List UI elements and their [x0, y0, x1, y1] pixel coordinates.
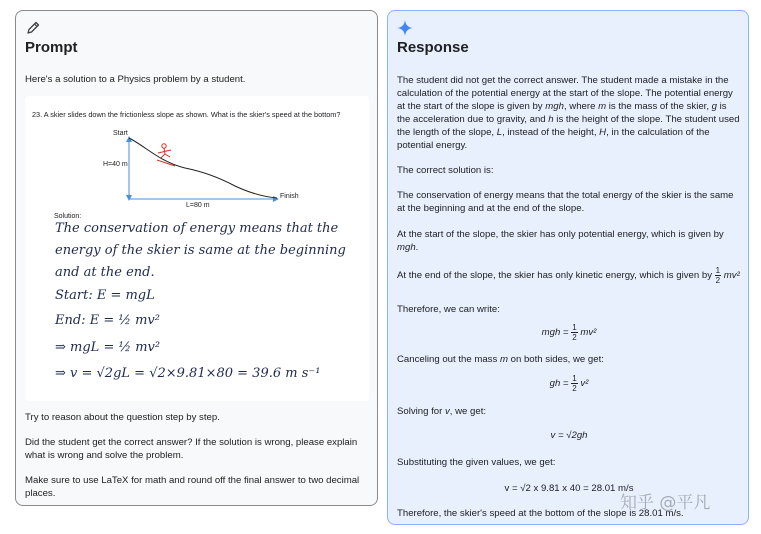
handwriting-line: ⇒ v = √2gL = √2×9.81×80 = 39.6 m s⁻¹	[55, 366, 321, 381]
watermark: 知乎 @平凡	[620, 493, 711, 513]
prompt-panel	[15, 10, 378, 506]
length-label: L=80 m	[186, 202, 210, 209]
prompt-instruction-1: Try to reason about the question step by step.	[25, 412, 220, 423]
handwriting-line: and at the end.	[55, 265, 155, 280]
response-paragraph-6: Therefore, we can write:	[397, 304, 500, 315]
question-text: 23. A skier slides down the frictionless slope as shown. What is the skier's speed at the bottom?	[32, 110, 341, 119]
prompt-instruction-2: Did the student get the correct answer? If the solution is wrong, please explain what is wrong and solve the problem.	[25, 437, 358, 461]
response-paragraph-8: Solving for v, we get:	[397, 406, 487, 417]
response-paragraph-3: The conservation of energy means that the total energy of the skier is the same at the beginning and at the end of the slope.	[397, 190, 734, 214]
response-paragraph-9: Substituting the given values, we get:	[397, 457, 556, 468]
handwriting-line: End: E = ½ mv²	[55, 313, 160, 328]
prompt-instruction-3: Make sure to use LaTeX for math and round off the final answer to two decimal places.	[25, 475, 360, 499]
equation-1: mgh = $\frac{1}{2}$ mv²	[541, 323, 597, 342]
response-title: Response	[397, 39, 469, 56]
handwriting-line: Start: E = mgL	[55, 288, 155, 303]
response-paragraph-10: Therefore, the skier's speed at the bottom of the slope is 28.01 m/s.	[397, 508, 684, 519]
response-paragraph-5: At the end of the slope, the skier has only kinetic energy, which is given by $\frac{1}{2}$ mv²	[397, 266, 740, 285]
response-panel	[387, 10, 749, 525]
height-label: H=40 m	[103, 161, 128, 168]
handwriting-line: ⇒ mgL = ½ mv²	[55, 340, 161, 355]
handwriting-line: The conservation of energy means that the	[55, 221, 339, 236]
skier-icon	[157, 144, 175, 166]
prompt-title: Prompt	[25, 39, 78, 56]
finish-label: Finish	[280, 193, 299, 200]
pencil-icon	[25, 20, 41, 36]
problem-image	[25, 96, 369, 401]
equation-2: gh = $\frac{1}{2}$ v²	[549, 374, 589, 393]
prompt-intro: Here's a solution to a Physics problem by a student.	[25, 74, 246, 85]
solution-label: Solution:	[54, 213, 82, 220]
handwriting-line: energy of the skier is same at the beginning	[55, 243, 346, 258]
response-paragraph-1: The student did not get the correct answer. The student made a mistake in the calculation of the potential energy at the start of the slope. The potential energy at the start of the slope is given by mgh, where m is the mass of the skier, g is the acceleration due to gravity, and h is the height of the slope. The student used the length of the slope, L, instead of the height, H, in the calculation of the potential energy.	[397, 75, 740, 151]
response-paragraph-7: Canceling out the mass m on both sides, we get:	[397, 354, 604, 365]
slope-diagram	[25, 96, 369, 216]
response-paragraph-4: At the start of the slope, the skier has only potential energy, which is given by mgh.	[397, 229, 724, 253]
start-label: Start	[113, 130, 128, 137]
equation-4: v = √2 x 9.81 x 40 = 28.01 m/s	[504, 483, 634, 494]
sparkle-icon	[397, 20, 413, 36]
equation-3: v = √2gh	[550, 430, 588, 441]
response-paragraph-2: The correct solution is:	[397, 165, 494, 176]
